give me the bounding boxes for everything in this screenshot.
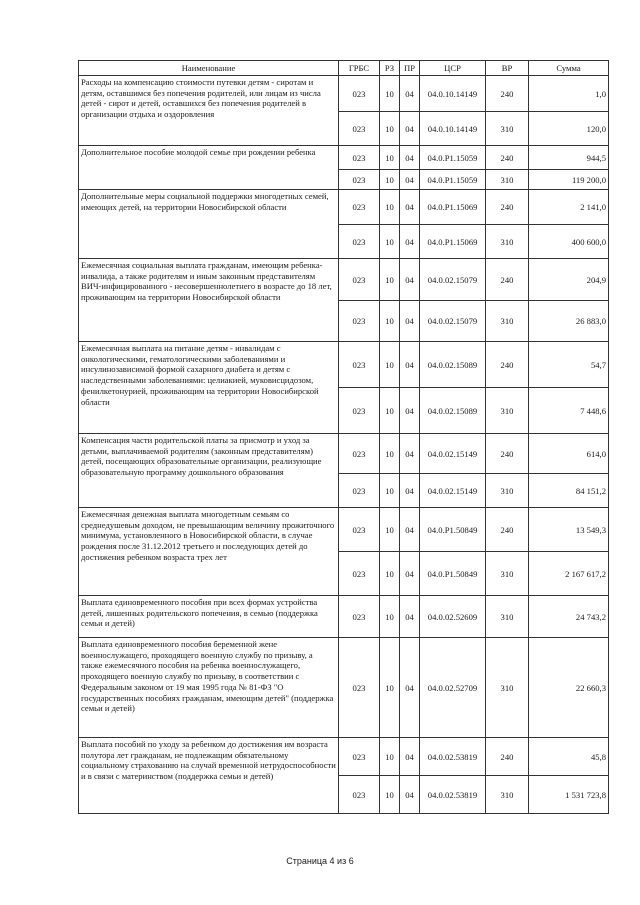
header-grbs: ГРБС xyxy=(339,61,380,76)
cell-vr: 240 xyxy=(486,508,529,552)
cell-pr: 04 xyxy=(400,434,420,474)
cell-sum: 1,0 xyxy=(529,76,609,112)
cell-sum: 400 600,0 xyxy=(529,225,609,259)
cell-sum: 22 660,3 xyxy=(529,638,609,738)
cell-csr: 04.0.02.15079 xyxy=(420,259,486,301)
cell-rz: 10 xyxy=(380,301,400,342)
cell-vr: 310 xyxy=(486,552,529,596)
cell-grbs: 023 xyxy=(339,552,380,596)
cell-sum: 2 167 617,2 xyxy=(529,552,609,596)
cell-grbs: 023 xyxy=(339,76,380,112)
cell-vr: 310 xyxy=(486,112,529,146)
cell-vr: 310 xyxy=(486,596,529,638)
cell-rz: 10 xyxy=(380,76,400,112)
cell-vr: 310 xyxy=(486,170,529,190)
cell-pr: 04 xyxy=(400,552,420,596)
cell-csr: 04.0.02.53819 xyxy=(420,776,486,814)
cell-grbs: 023 xyxy=(339,638,380,738)
table-row xyxy=(79,738,609,776)
item-name: Выплата единовременного пособия беременной жене военнослужащего, проходящего военную службу по призыву, а также ежемесячного пособия на ребенка военнослужащего, проходящего военную службу по призыву, в соответствии с Федеральным законом от 19 мая 1995 года № 81-ФЗ "О государственных пособиях гражданам, имеющим детей" (поддержка семьи и детей) xyxy=(79,638,339,738)
cell-csr: 04.0.10.14149 xyxy=(420,76,486,112)
table-row xyxy=(79,190,609,225)
cell-pr: 04 xyxy=(400,225,420,259)
cell-grbs: 023 xyxy=(339,225,380,259)
cell-csr: 04.0.02.52709 xyxy=(420,638,486,738)
cell-grbs: 023 xyxy=(339,596,380,638)
cell-sum: 13 549,3 xyxy=(529,508,609,552)
cell-rz: 10 xyxy=(380,434,400,474)
item-name: Расходы на компенсацию стоимости путевки детям - сиротам и детям, оставшимся без попечения родителей, или лицам из числа детей - сирот и детей, оставшихся без попечения родителей в организации отдыха и оздоровления xyxy=(79,76,339,146)
table-row xyxy=(79,638,609,738)
cell-rz: 10 xyxy=(380,474,400,508)
cell-vr: 240 xyxy=(486,190,529,225)
table-row xyxy=(79,259,609,301)
cell-grbs: 023 xyxy=(339,259,380,301)
cell-sum: 24 743,2 xyxy=(529,596,609,638)
cell-pr: 04 xyxy=(400,776,420,814)
cell-csr: 04.0.P1.15069 xyxy=(420,190,486,225)
table-header-row xyxy=(79,61,609,76)
budget-table xyxy=(78,60,609,814)
cell-sum: 7 448,6 xyxy=(529,388,609,434)
item-name: Выплата пособий по уходу за ребенком до достижения им возраста полутора лет гражданам, не подлежащим обязательному социальному страхованию на случай временной нетрудоспособности и в связи с материнством (поддержка семьи и детей) xyxy=(79,738,339,814)
cell-rz: 10 xyxy=(380,388,400,434)
cell-csr: 04.0.P1.50849 xyxy=(420,508,486,552)
cell-grbs: 023 xyxy=(339,434,380,474)
cell-vr: 310 xyxy=(486,776,529,814)
item-name: Ежемесячная денежная выплата многодетным семьям со среднедушевым доходом, не превышающим величину прожиточного минимума, установленного в Новосибирской области, в случае рождения после 31.12.2012 третьего и последующих детей до достижения ребенком возраста трех лет xyxy=(79,508,339,596)
cell-grbs: 023 xyxy=(339,170,380,190)
table-row xyxy=(79,342,609,388)
cell-grbs: 023 xyxy=(339,146,380,170)
cell-rz: 10 xyxy=(380,776,400,814)
cell-sum: 84 151,2 xyxy=(529,474,609,508)
cell-pr: 04 xyxy=(400,638,420,738)
page-number: Страница 4 из 6 xyxy=(286,856,354,866)
cell-rz: 10 xyxy=(380,596,400,638)
header-name: Наименование xyxy=(79,61,339,76)
cell-sum: 54,7 xyxy=(529,342,609,388)
cell-pr: 04 xyxy=(400,112,420,146)
cell-pr: 04 xyxy=(400,190,420,225)
cell-vr: 310 xyxy=(486,225,529,259)
cell-rz: 10 xyxy=(380,112,400,146)
header-rz: РЗ xyxy=(380,61,400,76)
cell-rz: 10 xyxy=(380,508,400,552)
cell-vr: 240 xyxy=(486,738,529,776)
item-name: Дополнительное пособие молодой семье при рождении ребенка xyxy=(79,146,339,190)
cell-csr: 04.0.10.14149 xyxy=(420,112,486,146)
cell-rz: 10 xyxy=(380,225,400,259)
item-name: Ежемесячная выплата на питание детям - инвалидам с онкологическими, гематологическими заболеваниями и инсулинозависимой формой сахарного диабета и детям с наследственными заболеваниями: целиакией, муковисцидозом, фенилкетонурией, проживающим на территории Новосибирской области xyxy=(79,342,339,434)
cell-csr: 04.0.P1.50849 xyxy=(420,552,486,596)
cell-sum: 1 531 723,8 xyxy=(529,776,609,814)
cell-csr: 04.0.P1.15069 xyxy=(420,225,486,259)
cell-vr: 240 xyxy=(486,434,529,474)
cell-csr: 04.0.02.52609 xyxy=(420,596,486,638)
table-row xyxy=(79,146,609,170)
header-sum: Сумма xyxy=(529,61,609,76)
header-vr: ВР xyxy=(486,61,529,76)
cell-rz: 10 xyxy=(380,342,400,388)
cell-rz: 10 xyxy=(380,146,400,170)
item-name: Компенсация части родительской платы за присмотр и уход за детьми, выплачиваемой родителям (законным представителям) детей, посещающих образовательные организации, реализующие образовательную программу дошкольного образования xyxy=(79,434,339,508)
cell-sum: 26 883,0 xyxy=(529,301,609,342)
cell-sum: 944,5 xyxy=(529,146,609,170)
item-name: Ежемесячная социальная выплата гражданам, имеющим ребенка-инвалида, а также родителям и иным законным представителям ВИЧ-инфицированного - несовершеннолетнего в возрасте до 18 лет, проживающим на территории Новосибирской области xyxy=(79,259,339,342)
cell-grbs: 023 xyxy=(339,388,380,434)
cell-vr: 310 xyxy=(486,474,529,508)
cell-pr: 04 xyxy=(400,170,420,190)
item-name: Выплата единовременного пособия при всех формах устройства детей, лишенных родительского попечения, в семью (поддержка семьи и детей) xyxy=(79,596,339,638)
cell-vr: 310 xyxy=(486,638,529,738)
cell-rz: 10 xyxy=(380,190,400,225)
cell-vr: 310 xyxy=(486,388,529,434)
cell-sum: 614,0 xyxy=(529,434,609,474)
cell-pr: 04 xyxy=(400,301,420,342)
cell-vr: 240 xyxy=(486,76,529,112)
cell-pr: 04 xyxy=(400,76,420,112)
cell-grbs: 023 xyxy=(339,342,380,388)
cell-csr: 04.0.02.15089 xyxy=(420,388,486,434)
cell-grbs: 023 xyxy=(339,190,380,225)
cell-pr: 04 xyxy=(400,738,420,776)
cell-pr: 04 xyxy=(400,146,420,170)
cell-grbs: 023 xyxy=(339,474,380,508)
cell-pr: 04 xyxy=(400,474,420,508)
cell-grbs: 023 xyxy=(339,776,380,814)
cell-vr: 310 xyxy=(486,301,529,342)
cell-csr: 04.0.02.15149 xyxy=(420,474,486,508)
cell-pr: 04 xyxy=(400,259,420,301)
cell-rz: 10 xyxy=(380,552,400,596)
cell-csr: 04.0.02.53819 xyxy=(420,738,486,776)
cell-pr: 04 xyxy=(400,508,420,552)
cell-pr: 04 xyxy=(400,342,420,388)
cell-csr: 04.0.P1.15059 xyxy=(420,146,486,170)
cell-csr: 04.0.02.15079 xyxy=(420,301,486,342)
cell-vr: 240 xyxy=(486,146,529,170)
header-pr: ПР xyxy=(400,61,420,76)
table-row xyxy=(79,596,609,638)
cell-sum: 45,8 xyxy=(529,738,609,776)
table-row xyxy=(79,76,609,112)
cell-csr: 04.0.P1.15059 xyxy=(420,170,486,190)
cell-rz: 10 xyxy=(380,170,400,190)
cell-sum: 2 141,0 xyxy=(529,190,609,225)
cell-grbs: 023 xyxy=(339,301,380,342)
cell-csr: 04.0.02.15149 xyxy=(420,434,486,474)
cell-vr: 240 xyxy=(486,342,529,388)
cell-sum: 204,9 xyxy=(529,259,609,301)
cell-grbs: 023 xyxy=(339,738,380,776)
cell-pr: 04 xyxy=(400,388,420,434)
header-csr: ЦСР xyxy=(420,61,486,76)
cell-rz: 10 xyxy=(380,638,400,738)
cell-rz: 10 xyxy=(380,259,400,301)
cell-vr: 240 xyxy=(486,259,529,301)
cell-sum: 119 200,0 xyxy=(529,170,609,190)
cell-pr: 04 xyxy=(400,596,420,638)
cell-grbs: 023 xyxy=(339,508,380,552)
cell-csr: 04.0.02.15089 xyxy=(420,342,486,388)
cell-grbs: 023 xyxy=(339,112,380,146)
table-row xyxy=(79,508,609,552)
cell-sum: 120,0 xyxy=(529,112,609,146)
table-row xyxy=(79,434,609,474)
cell-rz: 10 xyxy=(380,738,400,776)
item-name: Дополнительные меры социальной поддержки многодетных семей, имеющих детей, на территории Новосибирской области xyxy=(79,190,339,259)
